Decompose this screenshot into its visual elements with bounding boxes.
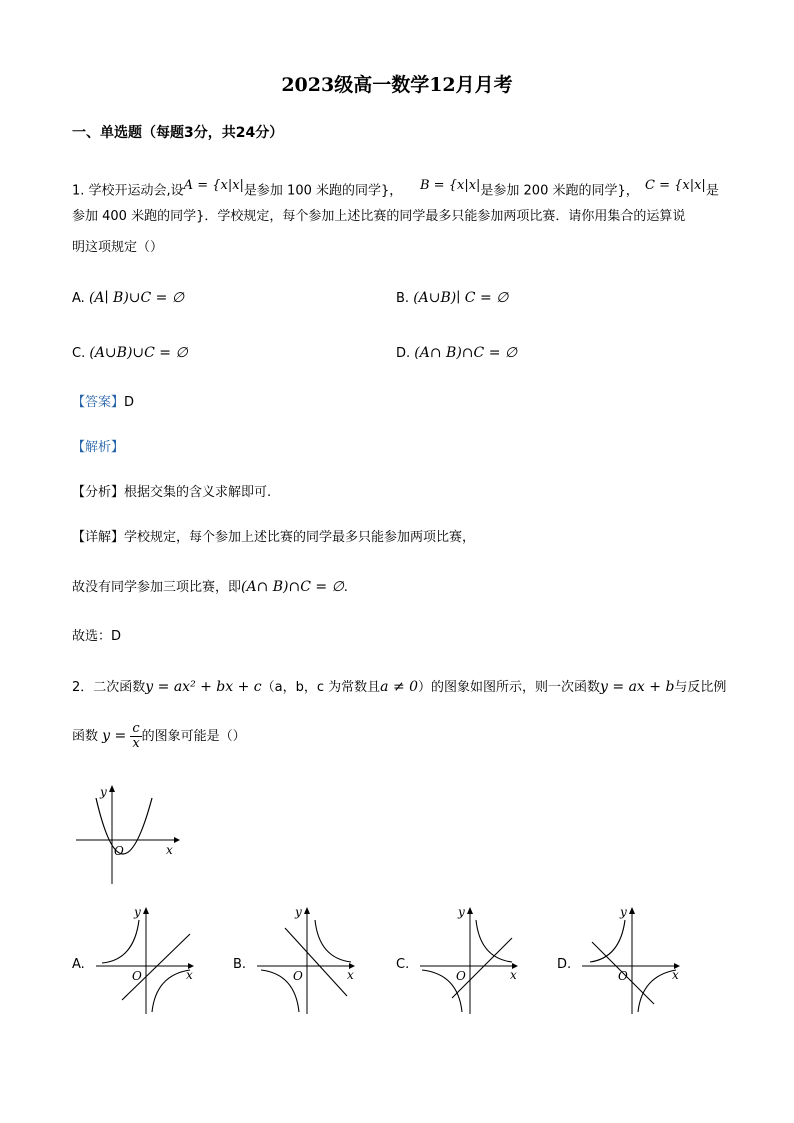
- origin-label: O: [456, 969, 466, 983]
- y-axis-arrow: [467, 907, 473, 914]
- parabola-graph: [70, 780, 190, 890]
- axis-x-label: x: [186, 968, 193, 982]
- q1-option-a-math: (A∣ B)∪C = ∅: [88, 290, 185, 306]
- axis-y-label: y: [295, 905, 302, 919]
- fenxi-tag: 【分析】: [72, 485, 125, 500]
- axis-x-label: x: [672, 968, 679, 982]
- fenxi-line: [72, 483, 271, 503]
- q1-option-c-label: C.: [72, 346, 86, 361]
- q1-stem-line3: 明这项规定（）: [72, 240, 164, 255]
- q2-stem-line2: [72, 722, 246, 751]
- axis-x-label: x: [510, 968, 517, 982]
- detail-text: 学校规定，每个参加上述比赛的同学最多只能参加两项比赛，: [124, 530, 476, 545]
- section-heading: 一、单选题（每题3分，共24分）: [72, 125, 284, 141]
- choice-line: 故选：D: [72, 629, 122, 644]
- hyperbola-branch-left: [102, 920, 139, 963]
- origin-label: O: [293, 969, 303, 983]
- axis-y-label: y: [458, 905, 465, 919]
- q2-option-b-graph: [253, 900, 363, 1018]
- hyperbola-branch-right: [152, 970, 190, 1012]
- detail-line2: [72, 577, 348, 598]
- q2-stem2-y: y =: [102, 728, 127, 744]
- q1-option-b-math: (A∪B)∣ C = ∅: [413, 290, 509, 306]
- fenxi-text: 根据交集的含义求解即可.: [124, 485, 272, 500]
- q1-stem-text-c: 是参加 200 米跑的同学}，: [480, 183, 639, 199]
- q1-option-b: [396, 288, 508, 309]
- q1-stem-line1: [72, 176, 402, 201]
- q1-stem-text-b: 是参加 100 米跑的同学}，: [243, 183, 403, 199]
- detail2-text-a: 故没有同学参加三项比赛，即: [72, 580, 242, 595]
- hyperbola-branch-right: [315, 920, 351, 962]
- q1-stem-text-d: 是: [705, 183, 719, 199]
- q2-option-a-label: A.: [72, 957, 85, 972]
- origin-label: O: [618, 969, 628, 983]
- answer-tag: 【答案】: [72, 395, 125, 410]
- hyperbola-branch-left: [590, 920, 625, 962]
- detail2-text-b: .: [343, 580, 348, 595]
- q1-stem-line1b: [420, 176, 639, 201]
- page-title: 2023级高一数学12月月考: [281, 74, 513, 96]
- axis-x-label: x: [347, 968, 354, 982]
- q2-option-b-label: B.: [233, 957, 247, 972]
- q1-stem-text-a: 1. 学校开运动会,设: [72, 183, 184, 199]
- q2-stem-math1: y = ax² + bx + c: [145, 679, 262, 695]
- q2-stem-d: 与反比例: [674, 680, 727, 695]
- axis-y-label: y: [620, 905, 627, 919]
- hyperbola-branch-right: [638, 970, 676, 1012]
- q2-option-c-label: C.: [396, 957, 410, 972]
- axis-y-label: y: [100, 785, 107, 799]
- q1-option-b-label: B.: [396, 291, 410, 306]
- y-axis-arrow: [109, 785, 115, 792]
- q2-option-a-graph: [92, 900, 202, 1018]
- x-axis-arrow: [174, 837, 180, 843]
- q2-stem2-a: 函数: [72, 729, 99, 744]
- fraction-c-over-x: [130, 722, 141, 751]
- axis-x-label: x: [166, 843, 173, 857]
- q1-option-a: [72, 288, 184, 309]
- fraction-denominator: x: [132, 736, 140, 751]
- axis-y-label: y: [134, 905, 141, 919]
- answer-value: D: [124, 395, 135, 410]
- origin-label: O: [132, 969, 142, 983]
- q1-option-c: [72, 343, 188, 364]
- q1-answer-line: [72, 393, 134, 413]
- q2-option-c-graph: [416, 900, 526, 1018]
- detail2-math: (A∩ B)∩C = ∅: [241, 579, 344, 595]
- q1-option-d-math: (A∩ B)∩C = ∅: [414, 345, 518, 361]
- origin-label: O: [114, 844, 124, 858]
- y-axis-arrow: [304, 907, 310, 914]
- q2-stem-line1: [72, 677, 726, 698]
- linear-line: [452, 938, 512, 998]
- q1-stem-line1c: [645, 176, 719, 201]
- q2-stem-math2: a ≠ 0: [380, 679, 419, 695]
- q1-option-d: [396, 343, 517, 364]
- q2-stem-a: 2．二次函数: [72, 680, 146, 695]
- q2-option-d-graph: [578, 900, 688, 1018]
- q1-option-d-label: D.: [396, 346, 411, 361]
- q2-stem-math3: y = ax + b: [600, 679, 675, 695]
- q2-option-d-label: D.: [557, 957, 572, 972]
- parabola-curve: [96, 798, 152, 854]
- q1-set-a: A = {x|x|: [183, 178, 244, 193]
- q1-option-c-math: (A∪B)∪C = ∅: [89, 345, 188, 361]
- y-axis-arrow: [143, 907, 149, 914]
- linear-line: [285, 928, 347, 996]
- q1-set-c: C = {x|x|: [645, 178, 706, 193]
- y-axis-arrow: [629, 907, 635, 914]
- detail-tag: 【详解】: [72, 530, 125, 545]
- q1-stem-line2: 参加 400 米跑的同学}．学校规定，每个参加上述比赛的同学最多只能参加两项比赛．请你用集合的运算说: [72, 209, 686, 224]
- detail-line: [72, 528, 475, 548]
- q2-stem-c: ）的图象如图所示，则一次函数: [418, 680, 601, 695]
- q2-stem-b: （a，b，c 为常数且: [261, 680, 381, 695]
- q1-option-a-label: A.: [72, 291, 85, 306]
- fraction-numerator: c: [132, 721, 140, 736]
- q1-set-b: B = {x|x|: [420, 178, 481, 193]
- analysis-tag: 【解析】: [72, 440, 125, 455]
- q2-stem2-b: 的图象可能是（）: [141, 729, 246, 744]
